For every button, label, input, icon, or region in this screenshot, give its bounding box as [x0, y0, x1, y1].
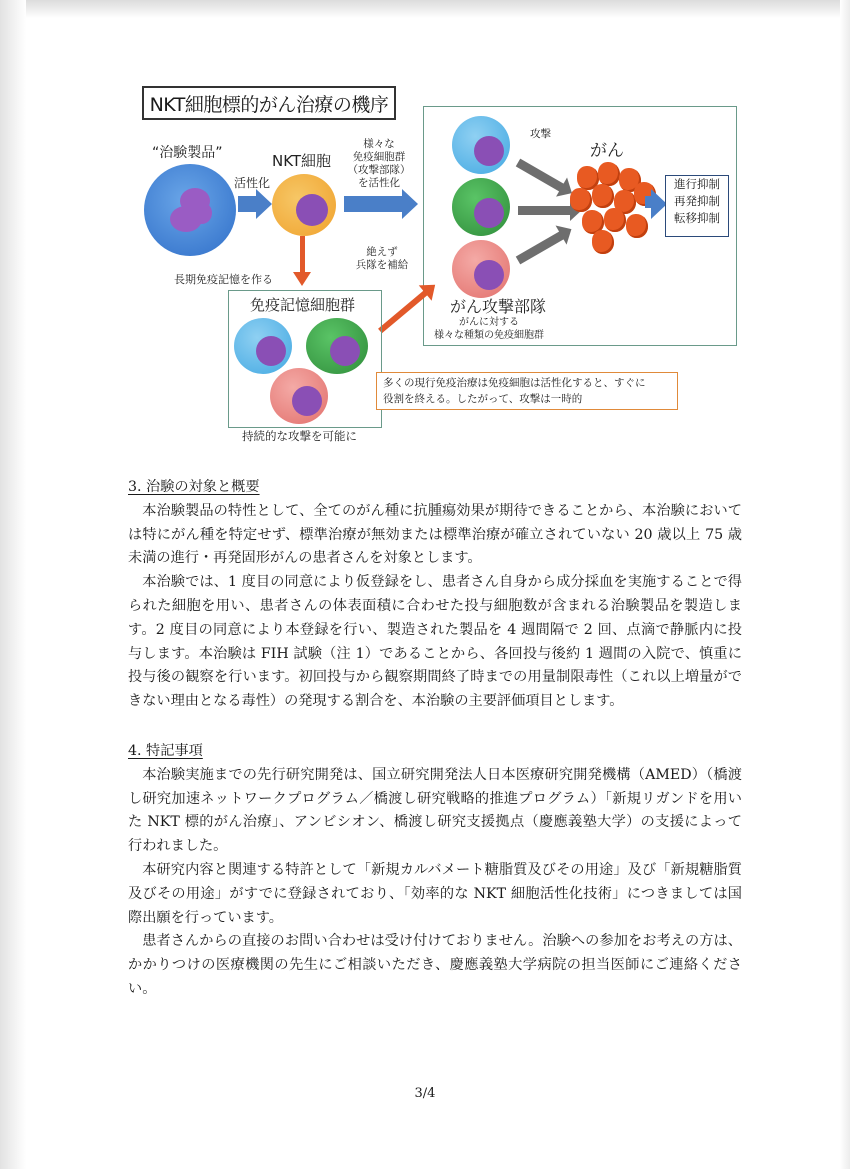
- investigational-product-label: “治験製品”: [152, 145, 223, 161]
- scan-edge-right: [840, 0, 850, 1169]
- section-4-heading: 4. 特記事項: [128, 743, 203, 759]
- nkt-cell-label: NKT細胞: [272, 152, 332, 170]
- nkt-cell: [272, 174, 336, 236]
- attack-cell-green: [452, 178, 510, 236]
- activate-immune-arrow: [344, 196, 404, 212]
- section-3-paragraph: 本治験では、1 度目の同意により仮登録をし、患者さん自身から成分採血を実施することで得られた細胞を用い、患者さんの体表面積に合わせた投与細胞数が含まれる治験製品を製造します。2 度目の同意により本登録を行い、製造された製品を 4 週間隔で 2 回、点滴で静脈内に投与します。本治験は FIH 試験（注 1）であることから、各回投与後約 1 週間の入院で、慎重に投与後の観察を行います。初回投与から観察期間終了時までの用量制限毒性（これ以上増量ができない理由となる毒性）の発現する割合を、本治験の主要評価項目とします。: [128, 574, 742, 710]
- cancer-label: がん: [590, 141, 624, 161]
- page-number: 3/4: [414, 1086, 436, 1101]
- section-3-heading: 3. 治験の対象と概要: [128, 479, 260, 495]
- memory-cell-pink: [270, 368, 328, 424]
- section-4: [128, 740, 742, 1002]
- replenish-label: 絶えず 兵隊を補給: [355, 246, 409, 271]
- attack-cell-blue: [452, 116, 510, 174]
- scan-edge-left: [0, 0, 26, 1169]
- section-4-paragraph: 患者さんからの直接のお問い合わせは受け付けておりません。治験への参加をお考えの方は、かかりつけの医療機関の先生にご相談いただき、慶應義塾大学病院の担当医師にご連絡ください。: [128, 933, 742, 997]
- attack-squad-label: がん攻撃部隊: [450, 297, 547, 316]
- nkt-mechanism-figure: [130, 78, 750, 450]
- memory-down-arrowhead: [293, 272, 311, 286]
- replenish-arrow: [378, 289, 429, 333]
- section-3-paragraph: 本治験製品の特性として、全てのがん種に抗腫瘍効果が期待できることから、本治験においては特にがん種を特定せず、標準治療が無効または標準治療が確立されていない 20 歳以上 75 歳未満の進行・再発固形がんの患者さんを対象とします。: [128, 502, 742, 567]
- activation-label: 活性化: [234, 176, 271, 190]
- activation-arrow: [238, 196, 258, 212]
- outcome-arrow: [645, 196, 653, 208]
- figure-title: NKT細胞標的がん治療の機序: [142, 86, 396, 120]
- outcome-item: 再発抑制: [674, 194, 720, 208]
- attack-label: 攻撃: [530, 128, 551, 140]
- attack-arrow-middle: [518, 206, 572, 215]
- outcome-item: 転移抑制: [674, 211, 720, 225]
- note-text: 多くの現行免疫治療は免疫細胞は活性化すると、すぐに 役割を終える。したがって、攻撃は一時的: [383, 377, 646, 405]
- memory-cell-green: [306, 318, 368, 374]
- attack-squad-sub-label: がんに対する 様々な種類の免疫細胞群: [434, 317, 544, 341]
- investigational-product-cell: [144, 164, 236, 256]
- outcome-box: [665, 175, 729, 237]
- section-4-paragraph: 本治験実施までの先行研究開発は、国立研究開発法人日本医療研究開発機構（AMED）（橋渡し研究加速ネットワークプログラム／橋渡し研究戦略的推進プログラム）「新規リガンドを用いた NKT 標的がん治療」、アンビシオン、橋渡し研究支援拠点（慶應義塾大学）の支援によって行われました。: [128, 766, 742, 855]
- scan-edge-top: [0, 0, 850, 18]
- memory-formation-label: 長期免疫記憶を作る: [174, 273, 273, 286]
- outcome-item: 進行抑制: [674, 177, 720, 191]
- activate-immune-groups-label: 様々な 免疫細胞群 （攻撃部隊） を活性化: [347, 138, 411, 189]
- memory-group-label: 免疫記憶細胞群: [250, 296, 356, 314]
- attack-cell-pink: [452, 240, 510, 298]
- sustained-attack-label: 持続的な攻撃を可能に: [242, 429, 357, 443]
- note-box: [376, 372, 678, 410]
- section-3: [128, 476, 742, 714]
- section-4-paragraph: 本研究内容と関連する特許として「新規カルバメート糖脂質及びその用途」及び「新規糖脂質及びその用途」がすでに登録されており、「効率的な NKT 細胞活性化技術」につきましては国際出願を行っています。: [128, 861, 742, 926]
- memory-cell-blue: [234, 318, 292, 374]
- memory-down-arrow: [300, 236, 305, 274]
